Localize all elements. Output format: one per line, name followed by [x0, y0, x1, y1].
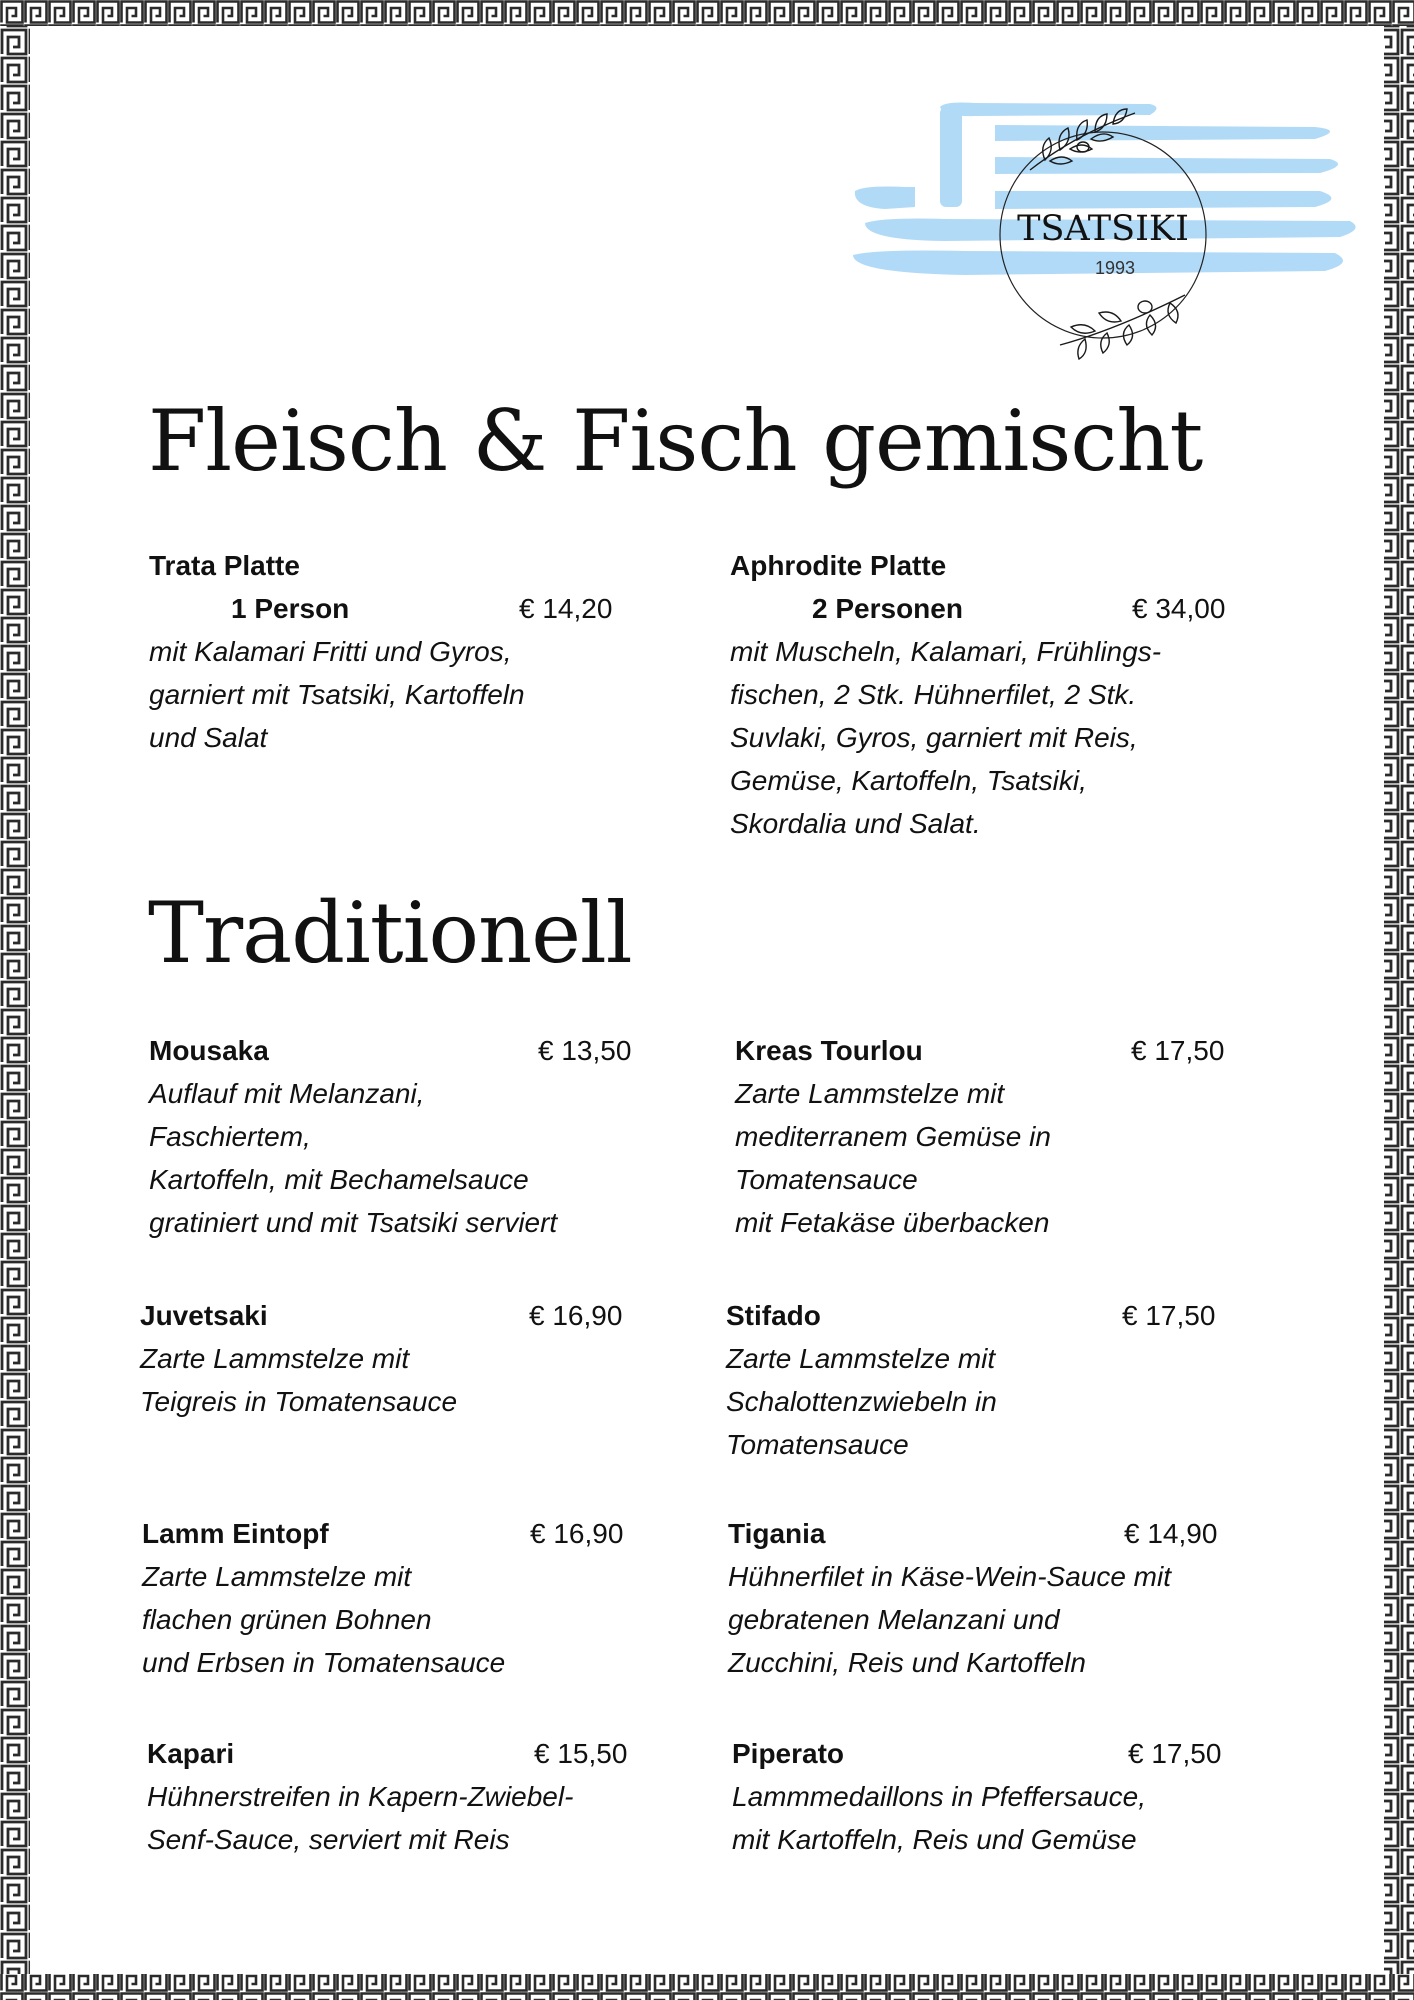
menu-item	[149, 1029, 669, 1244]
item-description: Zarte Lammstelze mit mediterranem Gemüse in Tomatensauce mit Fetakäse überbacken	[735, 1078, 1051, 1238]
item-description: Lammmedaillons in Pfeffersauce, mit Kartoffeln, Reis und Gemüse	[732, 1781, 1146, 1855]
item-description: Zarte Lammstelze mit Schalottenzwiebeln in Tomatensauce	[726, 1343, 997, 1460]
item-price: € 16,90	[530, 1518, 624, 1549]
menu-item	[728, 1512, 1268, 1684]
item-name: Piperato	[732, 1738, 845, 1769]
brand-name: TSATSIKI	[1017, 209, 1189, 249]
item-description: Hühnerstreifen in Kapern-Zwiebel- Senf-Sauce, serviert mit Reis	[147, 1781, 574, 1855]
item-price: € 17,50	[1128, 1738, 1222, 1769]
item-name: Stifado	[726, 1300, 821, 1331]
item-description: Hühnerfilet in Käse-Wein-Sauce mit gebratenen Melanzani und Zucchini, Reis und Kartoffeln	[728, 1561, 1172, 1678]
item-price: € 15,50	[534, 1738, 628, 1769]
item-price: € 34,00	[1132, 593, 1226, 624]
item-price: € 16,90	[529, 1300, 623, 1331]
item-name: Tigania	[728, 1518, 826, 1549]
menu-item	[732, 1732, 1252, 1861]
item-name: Aphrodite Platte	[730, 550, 947, 581]
menu-item	[147, 1732, 667, 1861]
menu-item	[726, 1294, 1246, 1466]
brand-year: 1993	[1094, 258, 1136, 278]
section-title-mixed: Fleisch & Fisch gemischt	[148, 392, 1203, 490]
item-price: € 17,50	[1122, 1300, 1216, 1331]
flag-watercolor	[845, 95, 1365, 395]
item-name: Lamm Eintopf	[142, 1518, 329, 1549]
menu-item	[142, 1512, 662, 1684]
menu-item	[149, 544, 629, 759]
item-price: € 14,20	[519, 593, 613, 624]
item-persons: 1 Person	[231, 593, 350, 624]
item-name: Mousaka	[149, 1035, 269, 1066]
item-description: Auflauf mit Melanzani, Faschiertem, Kartoffeln, mit Bechamelsauce gratiniert und mit Tsatsiki serviert	[149, 1078, 558, 1238]
item-price: € 14,90	[1124, 1518, 1218, 1549]
item-description: mit Muscheln, Kalamari, Frühlings- fischen, 2 Stk. Hühnerfilet, 2 Stk. Suvlaki, Gyros, garniert mit Reis, Gemüse, Kartoffeln, Tsatsiki, Skordalia und Salat.	[730, 636, 1162, 839]
item-name: Kreas Tourlou	[735, 1035, 923, 1066]
item-price: € 17,50	[1131, 1035, 1225, 1066]
item-name: Kapari	[147, 1738, 235, 1769]
item-description: Zarte Lammstelze mit Teigreis in Tomatensauce	[140, 1343, 458, 1417]
item-name: Juvetsaki	[140, 1300, 268, 1331]
item-name: Trata Platte	[149, 550, 300, 581]
item-persons: 2 Personen	[812, 593, 963, 624]
menu-item	[140, 1294, 660, 1423]
restaurant-logo	[845, 95, 1365, 395]
menu-item	[730, 544, 1250, 845]
item-description: mit Kalamari Fritti und Gyros, garniert mit Tsatsiki, Kartoffeln und Salat	[149, 636, 525, 753]
section-title-traditional: Traditionell	[148, 884, 632, 982]
item-description: Zarte Lammstelze mit flachen grünen Bohnen und Erbsen in Tomatensauce	[142, 1561, 506, 1678]
menu-item	[735, 1029, 1255, 1244]
item-price: € 13,50	[538, 1035, 632, 1066]
